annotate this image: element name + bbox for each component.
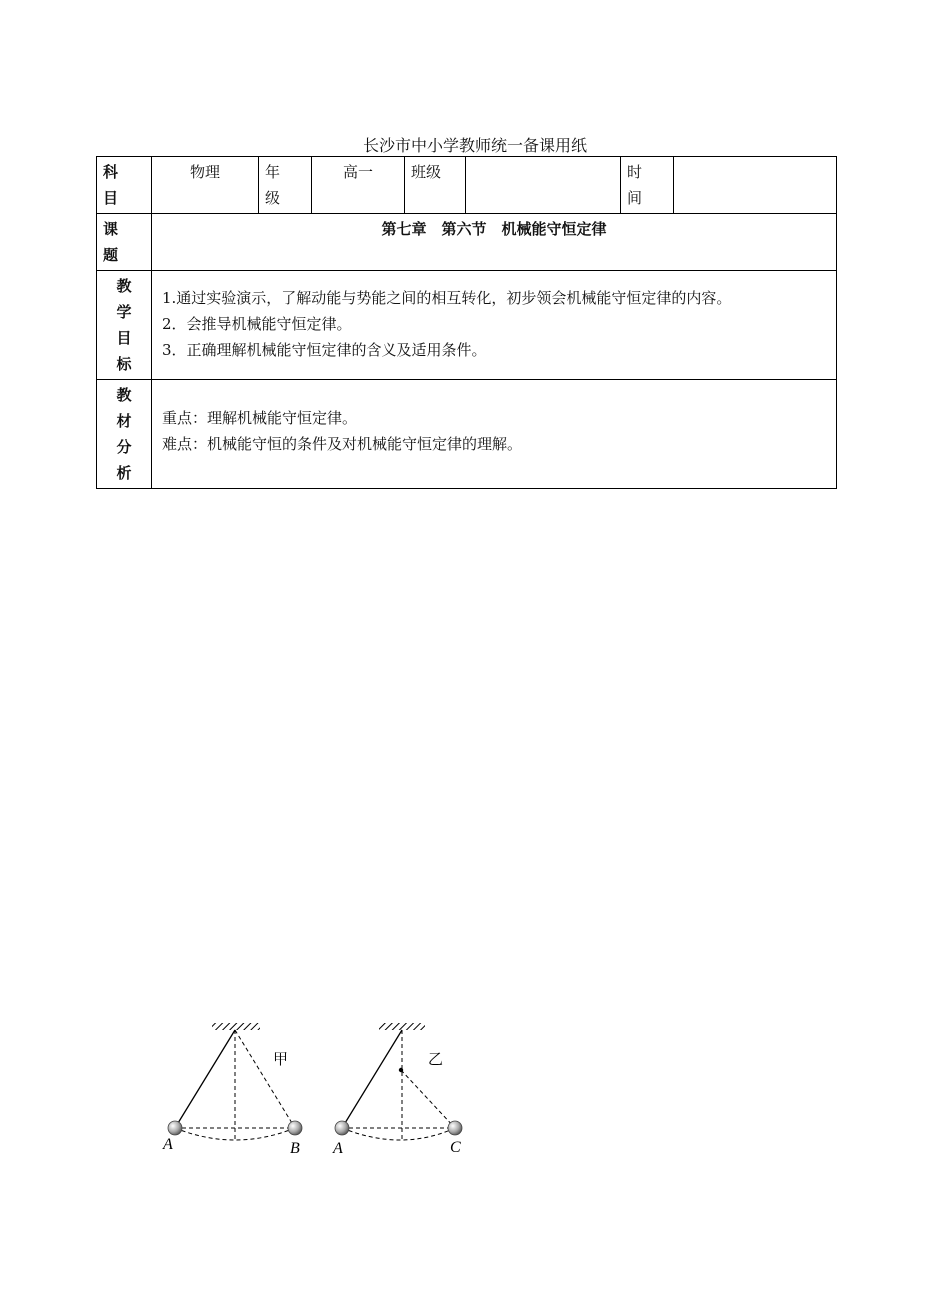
- ball-b: [288, 1121, 302, 1135]
- goals-content: [152, 271, 837, 380]
- pendulum-right: [332, 1023, 462, 1157]
- lesson-plan-table: [96, 156, 837, 489]
- ball-a-right: [335, 1121, 349, 1135]
- figure-caption-left: 甲: [273, 1050, 289, 1068]
- grade-label: 年 级: [259, 157, 312, 214]
- dashed-string-left: [235, 1030, 295, 1128]
- goal-item: 3．正确理解机械能守恒定律的含义及适用条件。: [162, 341, 487, 359]
- class-label: 班级: [405, 157, 466, 214]
- subject-value: 物理: [152, 157, 259, 214]
- string-right: [342, 1030, 402, 1128]
- analysis-content: [152, 380, 837, 489]
- point-a-left: A: [163, 1136, 173, 1153]
- analysis-label: 教 材 分 析: [97, 380, 152, 489]
- point-a-right: A: [333, 1140, 343, 1157]
- pendulum-left: [162, 1023, 302, 1157]
- table-row-topic: [97, 214, 837, 271]
- grade-value: 高一: [312, 157, 405, 214]
- analysis-item: 难点：机械能守恒的条件及对机械能守恒定律的理解。: [162, 435, 523, 453]
- point-c: C: [450, 1139, 461, 1156]
- ball-a-left: [168, 1121, 182, 1135]
- analysis-item: 重点：理解机械能守恒定律。: [162, 409, 358, 427]
- time-label: 时 间: [621, 157, 674, 214]
- ball-c: [448, 1121, 462, 1135]
- class-value: [466, 157, 621, 214]
- topic-value: 第七章 第六节 机械能守恒定律: [152, 214, 837, 271]
- ceiling-hatch-left: [212, 1023, 260, 1030]
- ceiling-hatch-right: [379, 1023, 425, 1030]
- string-left: [175, 1030, 235, 1128]
- topic-label: 课 题: [97, 214, 152, 271]
- subject-label: 科 目: [97, 157, 152, 214]
- goal-item: 2．会推导机械能守恒定律。: [162, 315, 352, 333]
- figure-caption-right: 乙: [428, 1050, 444, 1068]
- pendulum-figure: [150, 1010, 480, 1170]
- point-b: B: [290, 1140, 300, 1157]
- table-row-subject: [97, 157, 837, 214]
- arc-right: [342, 1128, 455, 1140]
- table-row-goals: [97, 271, 837, 380]
- time-value: [674, 157, 837, 214]
- dashed-string-right: [401, 1070, 455, 1128]
- goal-item: 1.通过实验演示，了解动能与势能之间的相互转化，初步领会机械能守恒定律的内容。: [162, 289, 732, 307]
- table-row-analysis: [97, 380, 837, 489]
- goals-label: 教 学 目 标: [97, 271, 152, 380]
- page-title: 长沙市中小学教师统一备课用纸: [362, 136, 587, 155]
